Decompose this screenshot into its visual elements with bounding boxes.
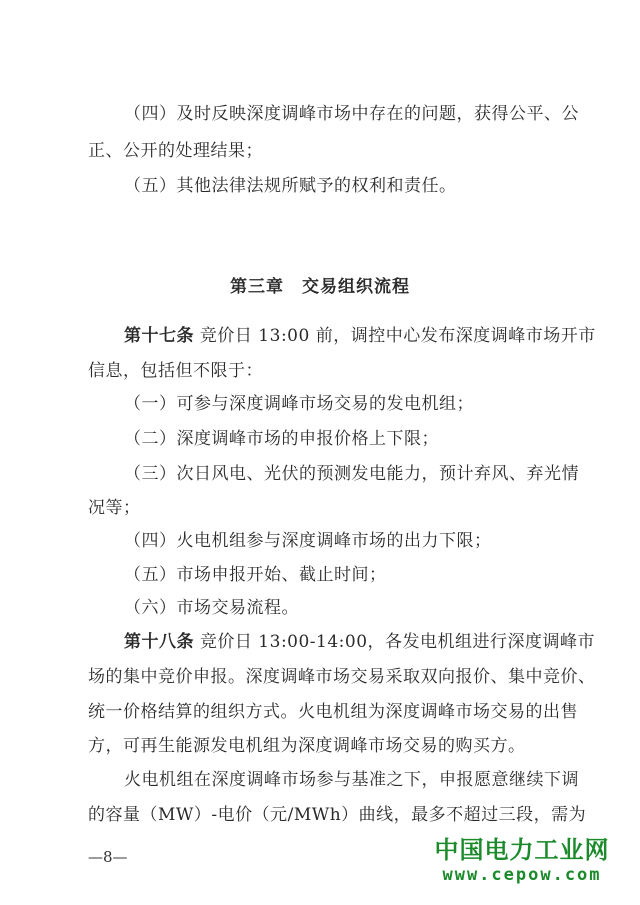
list-item: （五）市场申报开始、截止时间；: [124, 565, 387, 585]
watermark-title: 中国电力工业网: [434, 836, 610, 864]
text-line: 方，可再生能源发电机组为深度调峰市场交易的购买方。: [88, 736, 526, 756]
text-line: （四）及时反映深度调峰市场中存在的问题，获得公平、公: [124, 104, 579, 124]
chapter-heading: [0, 272, 640, 297]
article-18-label: 第十八条: [124, 632, 194, 652]
text-line: 场的集中竞价申报。深度调峰市场交易采取双向报价、集中竞价、: [88, 667, 596, 687]
watermark-logo: [422, 836, 622, 886]
chapter-number: 第三章: [230, 277, 284, 297]
chapter-title: 交易组织流程: [302, 277, 410, 297]
text-line: （五）其他法律法规所赋予的权利和责任。: [124, 176, 457, 196]
article-17-first-line: [124, 326, 596, 346]
list-item: （一）可参与深度调峰市场交易的发电机组；: [124, 394, 474, 414]
list-item: （四）火电机组参与深度调峰市场的出力下限；: [124, 531, 492, 551]
article-17-label: 第十七条: [124, 326, 194, 346]
text-line: 正、公开的处理结果；: [88, 141, 263, 161]
list-item-continuation: 况等；: [88, 498, 141, 518]
list-item: （六）市场交易流程。: [124, 598, 299, 618]
list-item: （三）次日风电、光伏的预测发电能力，预计弃风、弃光情: [124, 464, 579, 484]
article-18-first-line: [124, 632, 595, 652]
text-line: 统一价格结算的组织方式。火电机组为深度调峰市场交易的出售: [88, 702, 578, 722]
text-line: 信息，包括但不限于：: [88, 361, 263, 381]
list-item: （二）深度调峰市场的申报价格上下限；: [124, 429, 439, 449]
watermark-url: www.cepow.com: [442, 865, 602, 885]
page-number: —8—: [88, 848, 128, 866]
text-line: 的容量（MW）-电价（元/MWh）曲线，最多不超过三段，需为: [88, 805, 587, 825]
text-line: 火电机组在深度调峰市场参与基准之下，申报愿意继续下调: [124, 770, 579, 790]
article-18-text: 竞价日 13:00-14:00，各发电机组进行深度调峰市: [199, 632, 596, 652]
article-17-text: 竞价日 13:00 前，调控中心发布深度调峰市场开市: [199, 326, 596, 346]
